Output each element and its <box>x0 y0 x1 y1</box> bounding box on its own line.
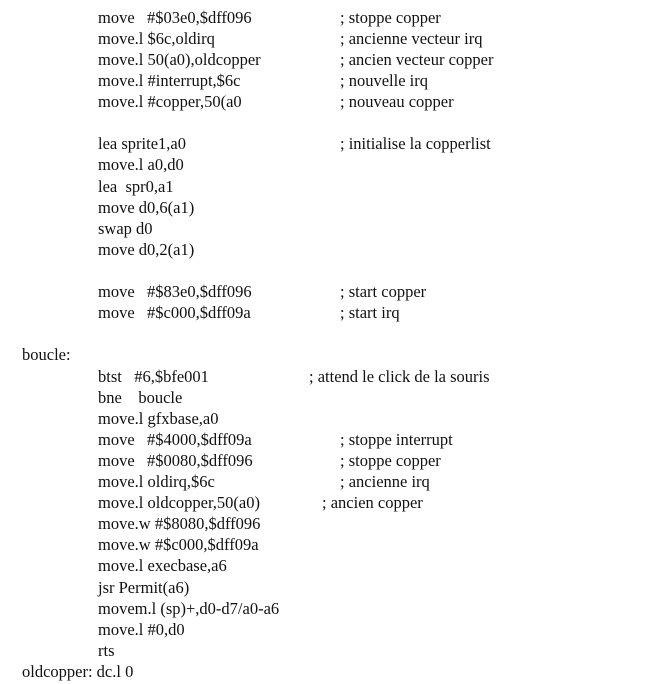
instruction-text: move.l oldcopper,50(a0) <box>98 493 260 512</box>
instruction-text: movem.l (sp)+,d0-d7/a0-a6 <box>98 599 280 618</box>
instruction-text: rts <box>98 641 115 660</box>
code-line <box>0 513 670 535</box>
comment-text: ; ancien copper <box>322 493 423 512</box>
comment-text: ; ancien vecteur copper <box>340 50 494 69</box>
instruction-text: move.l #copper,50(a0 <box>98 92 242 111</box>
comment-text: ; ancienne vecteur irq <box>340 29 483 48</box>
code-line <box>0 70 670 92</box>
instruction-text: move #$0080,$dff096 <box>98 451 253 470</box>
comment-text: ; nouveau copper <box>340 92 454 111</box>
comment-text: ; ancienne irq <box>340 472 430 491</box>
instruction-text: move.l #interrupt,$6c <box>98 71 241 90</box>
code-line <box>0 91 670 113</box>
comment-text: ; stoppe copper <box>340 8 441 27</box>
comment-text: ; attend le click de la souris <box>309 367 490 386</box>
code-line <box>0 619 670 641</box>
instruction-text: lea spr0,a1 <box>98 177 174 196</box>
instruction-text: move.l execbase,a6 <box>98 556 227 575</box>
instruction-text: move.w #$8080,$dff096 <box>98 514 261 533</box>
label-line <box>0 344 670 366</box>
code-line <box>0 534 670 556</box>
code-line <box>0 450 670 472</box>
instruction-text: move #$c000,$dff09a <box>98 303 251 322</box>
code-line <box>0 408 670 430</box>
code-line <box>0 154 670 176</box>
instruction-text: move.l a0,d0 <box>98 155 184 174</box>
label-text: boucle: <box>22 345 71 364</box>
label-line <box>0 661 670 683</box>
code-line <box>0 429 670 451</box>
code-line <box>0 133 670 155</box>
code-line <box>0 387 670 409</box>
code-line <box>0 302 670 324</box>
instruction-text: bne boucle <box>98 388 183 407</box>
code-line <box>0 640 670 662</box>
code-line <box>0 28 670 50</box>
comment-text: ; nouvelle irq <box>340 71 428 90</box>
comment-text: ; start irq <box>340 303 400 322</box>
comment-text: ; stoppe copper <box>340 451 441 470</box>
comment-text: ; start copper <box>340 282 427 301</box>
instruction-text: move d0,6(a1) <box>98 198 195 217</box>
comment-text: ; stoppe interrupt <box>340 430 453 449</box>
instruction-text: move.l #0,d0 <box>98 620 185 639</box>
code-line <box>0 598 670 620</box>
instruction-text: btst #6,$bfe001 <box>98 367 209 386</box>
code-line <box>0 492 670 514</box>
instruction-text: move.w #$c000,$dff09a <box>98 535 259 554</box>
code-line <box>0 239 670 261</box>
instruction-text: move d0,2(a1) <box>98 240 195 259</box>
code-line <box>0 218 670 240</box>
code-line <box>0 197 670 219</box>
instruction-text: lea sprite1,a0 <box>98 134 186 153</box>
instruction-text: swap d0 <box>98 219 153 238</box>
code-line <box>0 555 670 577</box>
instruction-text: move.l gfxbase,a0 <box>98 409 219 428</box>
code-line <box>0 366 670 388</box>
instruction-text: move.l 50(a0),oldcopper <box>98 50 261 69</box>
code-line <box>0 471 670 493</box>
code-line <box>0 7 670 29</box>
instruction-text: move #$4000,$dff09a <box>98 430 252 449</box>
code-line <box>0 176 670 198</box>
instruction-text: move.l $6c,oldirq <box>98 29 215 48</box>
comment-text: ; initialise la copperlist <box>340 134 491 153</box>
instruction-text: jsr Permit(a6) <box>98 578 190 597</box>
code-line <box>0 49 670 71</box>
instruction-text: move #$03e0,$dff096 <box>98 8 252 27</box>
code-line <box>0 577 670 599</box>
code-line <box>0 281 670 303</box>
instruction-text: move #$83e0,$dff096 <box>98 282 252 301</box>
label-text: oldcopper: dc.l 0 <box>22 662 134 681</box>
instruction-text: move.l oldirq,$6c <box>98 472 215 491</box>
